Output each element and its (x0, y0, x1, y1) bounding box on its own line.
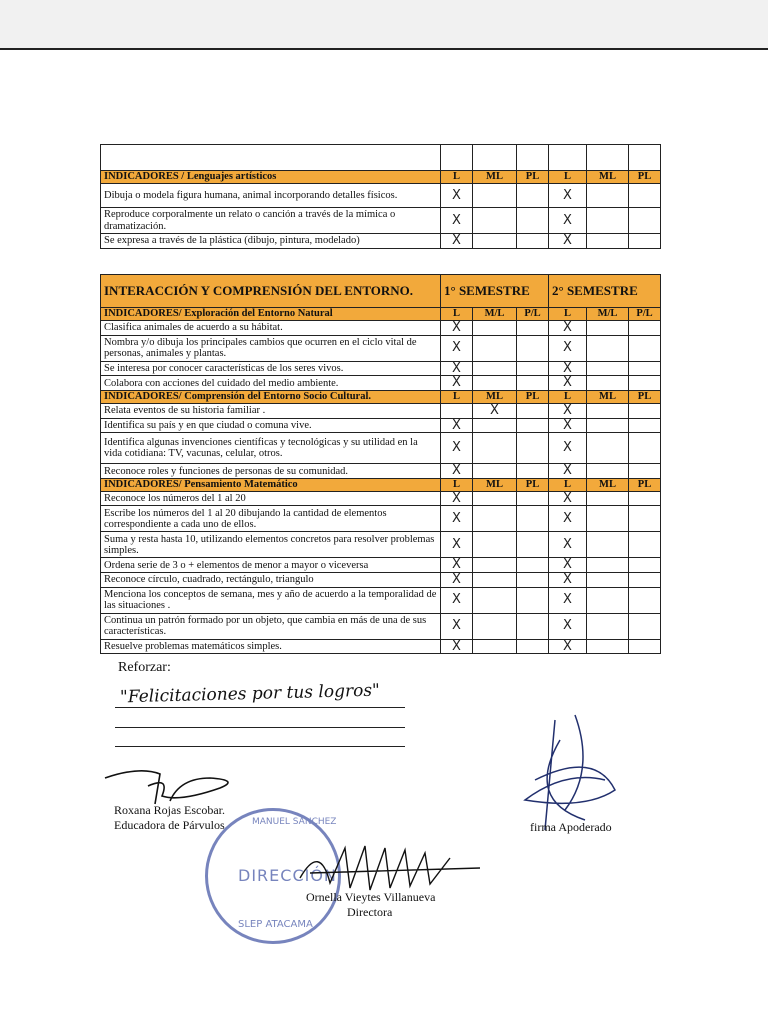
achievement-mark: X (549, 361, 587, 376)
indicator-text: Reproduce corporalmente un relato o canción a través de la mímica o dramatización. (101, 208, 441, 234)
achievement-mark (517, 335, 549, 361)
semester-1-header: 1° SEMESTRE (441, 275, 549, 308)
achievement-mark (587, 613, 629, 639)
achievement-mark: X (549, 321, 587, 336)
indicator-text: Reconoce círculo, cuadrado, rectángulo, triangulo (101, 573, 441, 588)
achievement-mark (473, 184, 517, 208)
achievement-mark: X (473, 403, 517, 418)
section-header: INDICADORES/ Comprensión del Entorno Socio Cultural. (101, 390, 441, 403)
achievement-mark (441, 403, 473, 418)
indicator-row (101, 184, 661, 208)
achievement-mark (473, 418, 517, 433)
achievement-mark (473, 433, 517, 464)
achievement-mark (587, 506, 629, 532)
achievement-mark (517, 491, 549, 506)
achievement-mark: X (441, 639, 473, 654)
section-header: INDICADORES/ Exploración del Entorno Natural (101, 308, 441, 321)
indicator-row (101, 321, 661, 336)
achievement-mark: X (441, 573, 473, 588)
header-cell: L (441, 308, 473, 321)
achievement-mark (473, 573, 517, 588)
achievement-mark: X (549, 418, 587, 433)
indicator-row (101, 639, 661, 654)
achievement-mark (517, 184, 549, 208)
achievement-mark (587, 573, 629, 588)
stamp-top-text: MANUEL SANCHEZ (252, 817, 337, 827)
header-cell: ML (473, 171, 517, 184)
achievement-mark (473, 321, 517, 336)
indicator-row (101, 234, 661, 249)
achievement-mark: X (549, 433, 587, 464)
achievement-mark (629, 361, 661, 376)
semester-2-header: 2° SEMESTRE (549, 275, 661, 308)
header-cell: INDICADORES / Lenguajes artísticos (101, 171, 441, 184)
table-header-row (101, 171, 661, 184)
achievement-mark (517, 234, 549, 249)
achievement-mark (517, 613, 549, 639)
achievement-mark: X (549, 587, 587, 613)
section-header: INDICADORES/ Pensamiento Matemático (101, 478, 441, 491)
achievement-mark: X (549, 376, 587, 391)
achievement-mark (517, 587, 549, 613)
achievement-mark (629, 418, 661, 433)
achievement-mark: X (441, 587, 473, 613)
header-cell: PL (517, 478, 549, 491)
achievement-mark (629, 321, 661, 336)
achievement-mark (629, 613, 661, 639)
achievement-mark (587, 418, 629, 433)
table-title-row (101, 275, 661, 308)
achievement-mark: X (549, 491, 587, 506)
indicator-text: Dibuja o modela figura humana, animal incorporando detalles físicos. (101, 184, 441, 208)
achievement-mark (473, 506, 517, 532)
achievement-mark (629, 573, 661, 588)
interaccion-entorno-table (100, 274, 661, 654)
achievement-mark: X (441, 208, 473, 234)
achievement-mark (517, 573, 549, 588)
achievement-mark (629, 184, 661, 208)
achievement-mark (517, 403, 549, 418)
achievement-mark (517, 464, 549, 479)
achievement-mark (629, 433, 661, 464)
indicator-text: Reconoce los números del 1 al 20 (101, 491, 441, 506)
achievement-mark (629, 208, 661, 234)
achievement-mark (517, 208, 549, 234)
achievement-mark: X (441, 376, 473, 391)
achievement-mark (629, 639, 661, 654)
achievement-mark (629, 464, 661, 479)
directora-role: Directora (347, 905, 393, 919)
indicator-text: Se expresa a través de la plástica (dibujo, pintura, modelado) (101, 234, 441, 249)
achievement-mark: X (549, 573, 587, 588)
header-cell: PL (629, 390, 661, 403)
achievement-mark: X (549, 532, 587, 558)
indicator-row (101, 335, 661, 361)
indicator-row (101, 376, 661, 391)
header-cell: PL (629, 478, 661, 491)
indicator-text: Ordena serie de 3 o + elementos de menor a mayor o viceversa (101, 558, 441, 573)
header-cell: ML (587, 171, 629, 184)
header-cell: L (549, 390, 587, 403)
section-header-row (101, 390, 661, 403)
achievement-mark (629, 558, 661, 573)
achievement-mark (587, 403, 629, 418)
directora-name: Ornella Vieytes Villanueva (306, 890, 436, 904)
indicator-text: Menciona los conceptos de semana, mes y año de acuerdo a la temporalidad de las situaciones . (101, 587, 441, 613)
achievement-mark: X (549, 639, 587, 654)
header-cell: ML (587, 478, 629, 491)
indicator-text: Relata eventos de su historia familiar . (101, 403, 441, 418)
achievement-mark (473, 376, 517, 391)
table-title: INTERACCIÓN Y COMPRENSIÓN DEL ENTORNO. (101, 275, 441, 308)
achievement-mark (517, 558, 549, 573)
achievement-mark (473, 587, 517, 613)
achievement-mark: X (549, 464, 587, 479)
achievement-mark (517, 418, 549, 433)
stamp-bottom-text: SLEP ATACAMA (238, 919, 313, 930)
indicator-row (101, 613, 661, 639)
section-header-row (101, 478, 661, 491)
comment-line (115, 727, 405, 728)
achievement-mark (473, 361, 517, 376)
achievement-mark (587, 184, 629, 208)
apoderado-label: firma Apoderado (530, 820, 612, 834)
achievement-mark (473, 464, 517, 479)
indicator-text: Nombra y/o dibuja los principales cambios que ocurren en el ciclo vital de personas, animales y plantas. (101, 335, 441, 361)
achievement-mark: X (441, 361, 473, 376)
achievement-mark: X (441, 558, 473, 573)
header-cell: L (549, 171, 587, 184)
indicator-row (101, 558, 661, 573)
achievement-mark: X (441, 234, 473, 249)
achievement-mark: X (549, 208, 587, 234)
achievement-mark (473, 335, 517, 361)
achievement-mark (517, 433, 549, 464)
achievement-mark (587, 433, 629, 464)
indicator-row (101, 418, 661, 433)
educadora-role: Educadora de Párvulos (114, 818, 225, 832)
achievement-mark: X (549, 506, 587, 532)
achievement-mark: X (441, 321, 473, 336)
achievement-mark: X (441, 433, 473, 464)
achievement-mark (473, 208, 517, 234)
achievement-mark (587, 464, 629, 479)
blank-top-row (101, 145, 661, 171)
indicator-row (101, 433, 661, 464)
indicator-row (101, 403, 661, 418)
header-cell: PL (517, 390, 549, 403)
reforzar-comment: "Felicitaciones por tus logros" (119, 680, 381, 708)
achievement-mark (587, 639, 629, 654)
indicator-text: Colabora con acciones del cuidado del medio ambiente. (101, 376, 441, 391)
achievement-mark: X (441, 184, 473, 208)
achievement-mark: X (441, 335, 473, 361)
achievement-mark (473, 558, 517, 573)
indicator-row (101, 506, 661, 532)
achievement-mark (629, 234, 661, 249)
achievement-mark (587, 234, 629, 249)
achievement-mark (587, 491, 629, 506)
stamp-center-text: DIRECCIÓN (238, 866, 337, 885)
indicator-text: Continua un patrón formado por un objeto, que cambia en más de una de sus características. (101, 613, 441, 639)
header-cell: ML (473, 390, 517, 403)
achievement-mark (587, 335, 629, 361)
achievement-mark: X (549, 613, 587, 639)
achievement-mark (587, 376, 629, 391)
indicator-row (101, 587, 661, 613)
achievement-mark: X (549, 403, 587, 418)
achievement-mark (587, 321, 629, 336)
achievement-mark (587, 532, 629, 558)
indicator-text: Resuelve problemas matemáticos simples. (101, 639, 441, 654)
achievement-mark (629, 376, 661, 391)
achievement-mark (517, 532, 549, 558)
achievement-mark (587, 587, 629, 613)
achievement-mark (517, 376, 549, 391)
achievement-mark: X (549, 335, 587, 361)
achievement-mark (517, 321, 549, 336)
achievement-mark (629, 532, 661, 558)
indicator-text: Se interesa por conocer características de los seres vivos. (101, 361, 441, 376)
achievement-mark (587, 361, 629, 376)
achievement-mark: X (441, 506, 473, 532)
header-cell: L (549, 478, 587, 491)
header-cell: P/L (517, 308, 549, 321)
header-cell: L (441, 478, 473, 491)
header-cell: P/L (629, 308, 661, 321)
educadora-name: Roxana Rojas Escobar. (114, 803, 225, 817)
header-cell: L (549, 308, 587, 321)
header-cell: M/L (587, 308, 629, 321)
achievement-mark (517, 506, 549, 532)
indicator-row (101, 532, 661, 558)
achievement-mark (629, 506, 661, 532)
indicator-text: Escribe los números del 1 al 20 dibujando la cantidad de elementos correspondiente a cada uno de ellos. (101, 506, 441, 532)
header-cell: ML (473, 478, 517, 491)
indicator-row (101, 573, 661, 588)
page-top-edge (0, 48, 768, 50)
achievement-mark: X (441, 491, 473, 506)
header-cell: L (441, 390, 473, 403)
achievement-mark (587, 208, 629, 234)
achievement-mark: X (441, 464, 473, 479)
indicator-text: Suma y resta hasta 10, utilizando elementos concretos para resolver problemas simples. (101, 532, 441, 558)
indicator-row (101, 208, 661, 234)
header-cell: PL (629, 171, 661, 184)
indicator-text: Identifica algunas invenciones científicas y tecnológicas y su utilidad en la vida cotidiana: TV, vacunas, celular, otros. (101, 433, 441, 464)
achievement-mark: X (441, 613, 473, 639)
achievement-mark: X (441, 532, 473, 558)
indicator-text: Identifica su país y en que ciudad o comuna vive. (101, 418, 441, 433)
achievement-mark (473, 491, 517, 506)
comment-line (115, 707, 405, 708)
indicator-text: Clasifica animales de acuerdo a su hábitat. (101, 321, 441, 336)
indicator-row (101, 491, 661, 506)
header-cell: M/L (473, 308, 517, 321)
scan-top-margin (0, 0, 768, 48)
achievement-mark (629, 587, 661, 613)
header-cell: PL (517, 171, 549, 184)
achievement-mark (517, 639, 549, 654)
indicator-row (101, 361, 661, 376)
achievement-mark: X (549, 184, 587, 208)
achievement-mark: X (441, 418, 473, 433)
achievement-mark (473, 613, 517, 639)
achievement-mark (629, 335, 661, 361)
comment-line (115, 746, 405, 747)
section-header-row (101, 308, 661, 321)
achievement-mark (587, 558, 629, 573)
achievement-mark (629, 491, 661, 506)
indicator-row (101, 464, 661, 479)
achievement-mark (473, 532, 517, 558)
achievement-mark (473, 234, 517, 249)
indicator-text: Reconoce roles y funciones de personas de su comunidad. (101, 464, 441, 479)
header-cell: L (441, 171, 473, 184)
achievement-mark: X (549, 558, 587, 573)
lenguajes-artisticos-table (100, 144, 661, 249)
achievement-mark: X (549, 234, 587, 249)
header-cell: ML (587, 390, 629, 403)
achievement-mark (473, 639, 517, 654)
achievement-mark (629, 403, 661, 418)
reforzar-label: Reforzar: (118, 660, 171, 675)
achievement-mark (517, 361, 549, 376)
